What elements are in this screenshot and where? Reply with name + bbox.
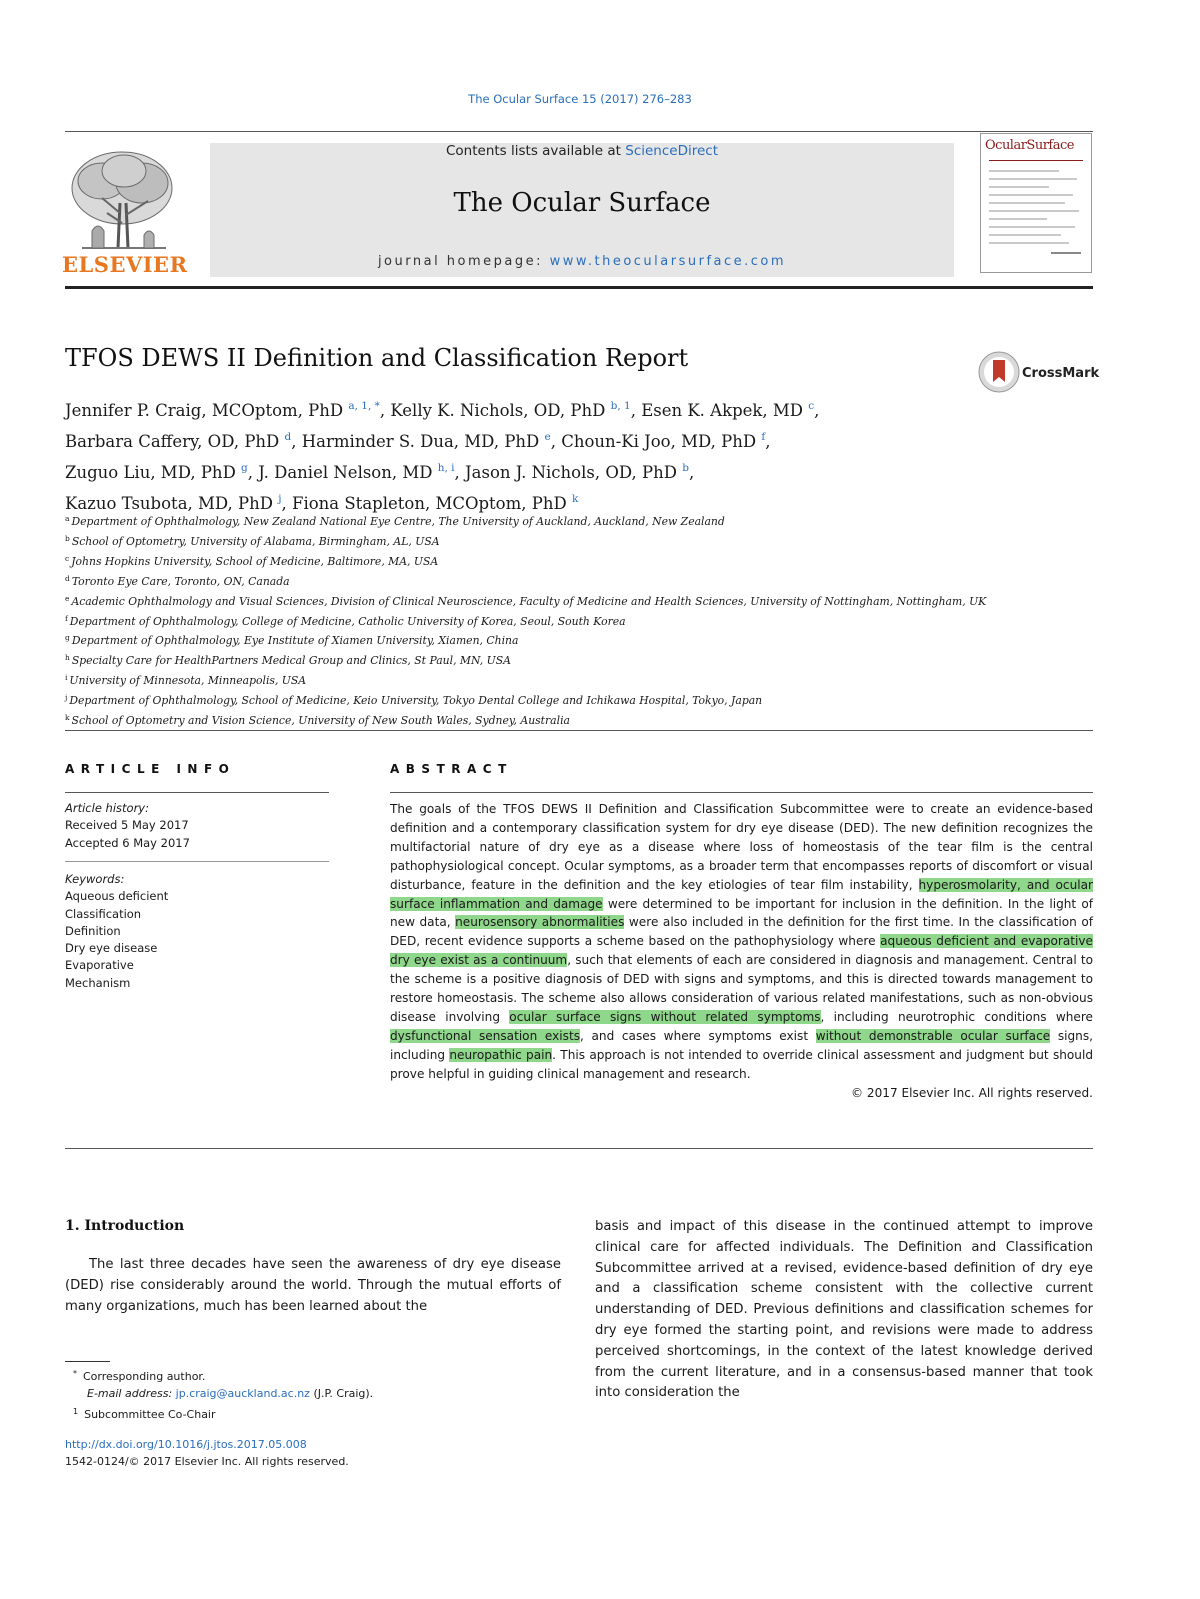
abstract-segment: signs, including (390, 1028, 1093, 1062)
crossmark-label[interactable]: CrossMark (1022, 366, 1100, 381)
header-bottom-rule (65, 286, 1093, 289)
keyword-item[interactable]: Classification (65, 906, 142, 921)
author-affiliation-marker[interactable]: b, 1 (610, 400, 631, 412)
header-top-rule (65, 131, 1093, 132)
affiliation-key: g (65, 633, 70, 643)
highlighted-phrase: neurosensory abnormalities (455, 915, 625, 930)
affiliation-key: c (65, 553, 70, 563)
author-name: Esen K. Akpek, MD (641, 401, 804, 420)
highlighted-phrase: dysfunctional sensation exists (390, 1028, 580, 1043)
author-name: Jason J. Nichols, OD, PhD (465, 463, 677, 482)
abstract-segment: were also included in the definition for the first time. In the classification of DED, recent evidence supports a scheme based on the pathophysiology where (390, 915, 1094, 949)
author-affiliation-marker[interactable]: g (241, 462, 248, 474)
affiliation-item (65, 710, 1095, 730)
author-name: Fiona Stapleton, MCOptom, PhD (292, 494, 567, 513)
sciencedirect-link[interactable]: ScienceDirect (625, 143, 719, 159)
doi-link[interactable]: http://dx.doi.org/10.1016/j.jtos.2017.05.008 (65, 1438, 307, 1451)
author-separator: , (814, 401, 820, 420)
email-link[interactable]: jp.craig@auckland.ac.nz (175, 1387, 310, 1401)
affiliation-text: Specialty Care for HealthPartners Medical Group and Clinics, St Paul, MN, USA (71, 654, 511, 668)
affiliation-text: Department of Ophthalmology, College of Medicine, Catholic University of Korea, Seoul, South Korea (69, 614, 626, 628)
affiliation-item (65, 670, 1095, 690)
highlighted-phrase: without demonstrable ocular surface (815, 1028, 1051, 1043)
issn-line: 1542-0124/© 2017 Elsevier Inc. All rights reserved. (65, 1455, 349, 1469)
abstract-body (390, 800, 1093, 1103)
author-separator: , (630, 401, 636, 420)
abstract-segment: , such that elements of each are considered in diagnosis and management. Central to the scheme is a positive diagnosis of DED with signs and symptoms, and this is directed towards management to restore homeostasis. The scheme also allows consideration of various related manifestations, such as non-obvious disease involving (390, 953, 1093, 1024)
journal-name: The Ocular Surface (453, 188, 711, 218)
author-separator: , (550, 432, 556, 451)
doi-block (65, 1436, 349, 1471)
author-separator: , (379, 401, 386, 420)
keyword-item[interactable]: Evaporative (65, 958, 134, 973)
author-separator: , (247, 463, 254, 482)
affiliation-key: a (65, 514, 70, 523)
affiliation-item (65, 511, 1095, 531)
abstract-rule (390, 792, 1093, 793)
cover-line (989, 170, 1059, 172)
article-info-heading: ARTICLE INFO (65, 762, 236, 776)
journal-citation-link[interactable]: The Ocular Surface 15 (2017) 276–283 (468, 92, 692, 106)
contents-line (210, 143, 954, 159)
affiliation-item (65, 571, 1095, 591)
author-separator: , (454, 463, 460, 482)
body-column-left: The last three decades have seen the awareness of dry eye disease (DED) rise considerably around the world. Through the mutual efforts of many organizations, much has been learned about the (65, 1257, 561, 1314)
email-suffix: (J.P. Craig). (313, 1387, 374, 1401)
affiliation-text: Department of Ophthalmology, School of Medicine, Keio University, Tokyo Dental College and Ichikawa Hospital, Tokyo, Japan (69, 694, 763, 708)
keywords-label: Keywords: (65, 872, 125, 886)
affiliation-item (65, 531, 1095, 551)
footnote-email (65, 1385, 561, 1402)
abstract-segment: , and cases where symptoms exist (580, 1028, 816, 1043)
affiliation-text: School of Optometry and Vision Science, University of New South Wales, Sydney, Australia (71, 714, 570, 728)
elsevier-wordmark: ELSEVIER (62, 252, 188, 277)
author-affiliation-marker[interactable]: c (808, 400, 815, 412)
corresponding-text: Corresponding author. (83, 1370, 206, 1383)
affiliation-item (65, 591, 1095, 611)
author-name: Barbara Caffery, OD, PhD (65, 432, 280, 451)
author-separator: , (291, 432, 297, 451)
keywords-block (65, 871, 330, 992)
affiliation-key: d (65, 573, 70, 583)
author-name: Choun-Ki Joo, MD, PhD (561, 432, 757, 451)
affiliation-key: k (65, 713, 70, 723)
author-line (65, 393, 1095, 424)
abstract-segment: were determined to be important for inclusion in the definition. In the light of new data, (390, 896, 1093, 930)
footnotes (65, 1365, 561, 1423)
affiliation-list (65, 511, 1095, 730)
info-top-rule (65, 730, 1093, 731)
received-date: Received 5 May 2017 (65, 818, 189, 833)
author-affiliation-marker[interactable]: k (571, 493, 579, 505)
author-name: Jennifer P. Craig, MCOptom, PhD (65, 401, 344, 420)
affiliation-text: Toronto Eye Care, Toronto, ON, Canada (71, 574, 290, 588)
cover-rule (989, 160, 1083, 161)
body-column-right: basis and impact of this disease in the continued attempt to improve clinical care for affected individuals. The Definition and Classification Subcommittee arrived at a revised, evidence-based definition of dry eye and a classification scheme consistent with the collective current understanding of DED. Previous definitions and classification schemes for dry eye formed the starting point, and revisions were made to address perceived shortcomings, in the context of the latest knowledge derived from the current literature, and in a consensus-based manner that took into consideration the (595, 1219, 1093, 1401)
affiliation-key: e (65, 593, 70, 603)
affiliation-text: Academic Ophthalmology and Visual Sciences, Division of Clinical Neuroscience, Faculty of Medicine and Health Sciences, University of Nottingham, Nottingham, UK (71, 594, 987, 608)
footnote-one: 1 (73, 1406, 79, 1416)
cochair-text: Subcommittee Co-Chair (84, 1407, 216, 1421)
contents-prefix: Contents lists available at (445, 143, 621, 159)
highlighted-phrase: neuropathic pain (449, 1047, 553, 1062)
abstract-segment: The goals of the TFOS DEWS II Definition and Classification Subcommittee were to create an evidence-based definition and a contemporary classification system for dry eye disease (DED). The new definition recognizes the multifactorial nature of dry eye as a disease where loss of homeostasis of the tear film is the central pathophysiological concept. Ocular symptoms, as a broader term that encompasses reports of discomfort or visual disturbance, feature in the definition and the key etiologies of tear film instability, (390, 802, 1093, 892)
article-title: TFOS DEWS II Definition and Classification Report (65, 344, 689, 372)
author-affiliation-marker[interactable]: f (761, 431, 766, 443)
affiliation-text: Department of Ophthalmology, New Zealand National Eye Centre, The University of Auckland, Auckland, New Zealand (71, 515, 725, 528)
cover-line (989, 242, 1069, 244)
email-label: E-mail address: (87, 1387, 173, 1401)
footnote-star: * (73, 1369, 77, 1378)
affiliation-key: j (65, 693, 68, 703)
journal-homepage-link[interactable]: www.theocularsurface.com (549, 254, 787, 269)
author-line (65, 455, 1095, 486)
cover-line (989, 194, 1073, 196)
abstract-bottom-rule (65, 1148, 1093, 1149)
crossmark-icon[interactable] (978, 351, 1020, 393)
author-separator: , (281, 494, 287, 513)
affiliation-key: b (65, 533, 70, 543)
history-label: Article history: (65, 801, 149, 815)
author-affiliation-marker[interactable]: h, i (437, 462, 455, 474)
author-name: Harminder S. Dua, MD, PhD (301, 432, 540, 451)
author-separator: , (765, 432, 771, 451)
affiliation-text: Johns Hopkins University, School of Medicine, Baltimore, MA, USA (71, 554, 439, 568)
keyword-item[interactable]: Dry eye disease (65, 941, 158, 956)
affiliation-item (65, 611, 1095, 631)
author-affiliation-marker[interactable]: d (284, 431, 292, 443)
affiliation-key: h (65, 653, 70, 663)
keyword-item[interactable]: Definition (65, 923, 121, 938)
abstract-text (390, 802, 1093, 1081)
author-name: Zuguo Liu, MD, PhD (65, 463, 236, 482)
abstract-copyright: © 2017 Elsevier Inc. All rights reserved. (850, 1085, 1093, 1100)
journal-homepage-line (210, 254, 954, 269)
affiliation-text: School of Optometry, University of Alabama, Birmingham, AL, USA (71, 534, 440, 548)
cover-line (989, 210, 1079, 212)
abstract-heading: ABSTRACT (390, 762, 513, 776)
affiliation-key: f (65, 613, 68, 623)
cover-title: OcularSurface (985, 138, 1074, 153)
affiliation-item (65, 551, 1095, 571)
highlighted-phrase: hyperosmolarity, and ocular surface inflammation and damage (390, 877, 1093, 911)
keyword-item[interactable]: Mechanism (65, 975, 131, 990)
author-name: Kelly K. Nichols, OD, PhD (390, 401, 606, 420)
author-affiliation-marker[interactable]: e (544, 431, 551, 443)
affiliation-text: Department of Ophthalmology, Eye Institute of Xiamen University, Xiamen, China (71, 634, 519, 648)
footnote-rule (65, 1361, 110, 1362)
footnote-cochair (65, 1403, 561, 1423)
cover-logo-mark (1051, 252, 1081, 254)
keyword-item[interactable]: Aqueous deficient (65, 889, 169, 904)
author-name: Kazuo Tsubota, MD, PhD (65, 494, 273, 513)
author-separator: , (688, 463, 695, 482)
highlighted-phrase: aqueous deficient and evaporative dry eye exist as a continuum (390, 934, 1093, 968)
journal-cover-thumbnail[interactable] (980, 133, 1092, 273)
footnote-corresponding (65, 1365, 561, 1385)
abstract-segment: . This approach is not intended to override clinical assessment and judgment but should prove helpful in guiding clinical management and research. (390, 1047, 1094, 1081)
author-affiliation-marker[interactable]: a, 1, * (348, 400, 380, 412)
homepage-prefix: journal homepage: (377, 254, 544, 269)
cover-line (989, 202, 1065, 204)
history-divider (65, 861, 329, 862)
cover-line (989, 226, 1075, 228)
affiliation-key: i (65, 673, 68, 683)
author-name: J. Daniel Nelson, MD (258, 463, 433, 482)
author-line (65, 424, 1095, 455)
affiliation-text: University of Minnesota, Minneapolis, USA (69, 674, 307, 688)
highlighted-phrase: ocular surface signs without related symptoms (509, 1009, 821, 1024)
abstract-segment: , including neurotrophic conditions where (820, 1009, 1094, 1024)
cover-line (989, 218, 1047, 220)
author-affiliation-marker[interactable]: j (278, 493, 282, 505)
article-info-rule (65, 792, 329, 793)
cover-line (989, 234, 1061, 236)
affiliation-item (65, 690, 1095, 710)
affiliation-item (65, 630, 1095, 650)
cover-line (989, 186, 1049, 188)
author-affiliation-marker[interactable]: b (682, 462, 689, 474)
article-history (65, 800, 330, 852)
author-list (65, 393, 1095, 517)
affiliation-item (65, 650, 1095, 670)
introduction-heading: 1. Introduction (65, 1218, 185, 1234)
cover-line (989, 178, 1077, 180)
accepted-date: Accepted 6 May 2017 (65, 835, 190, 850)
